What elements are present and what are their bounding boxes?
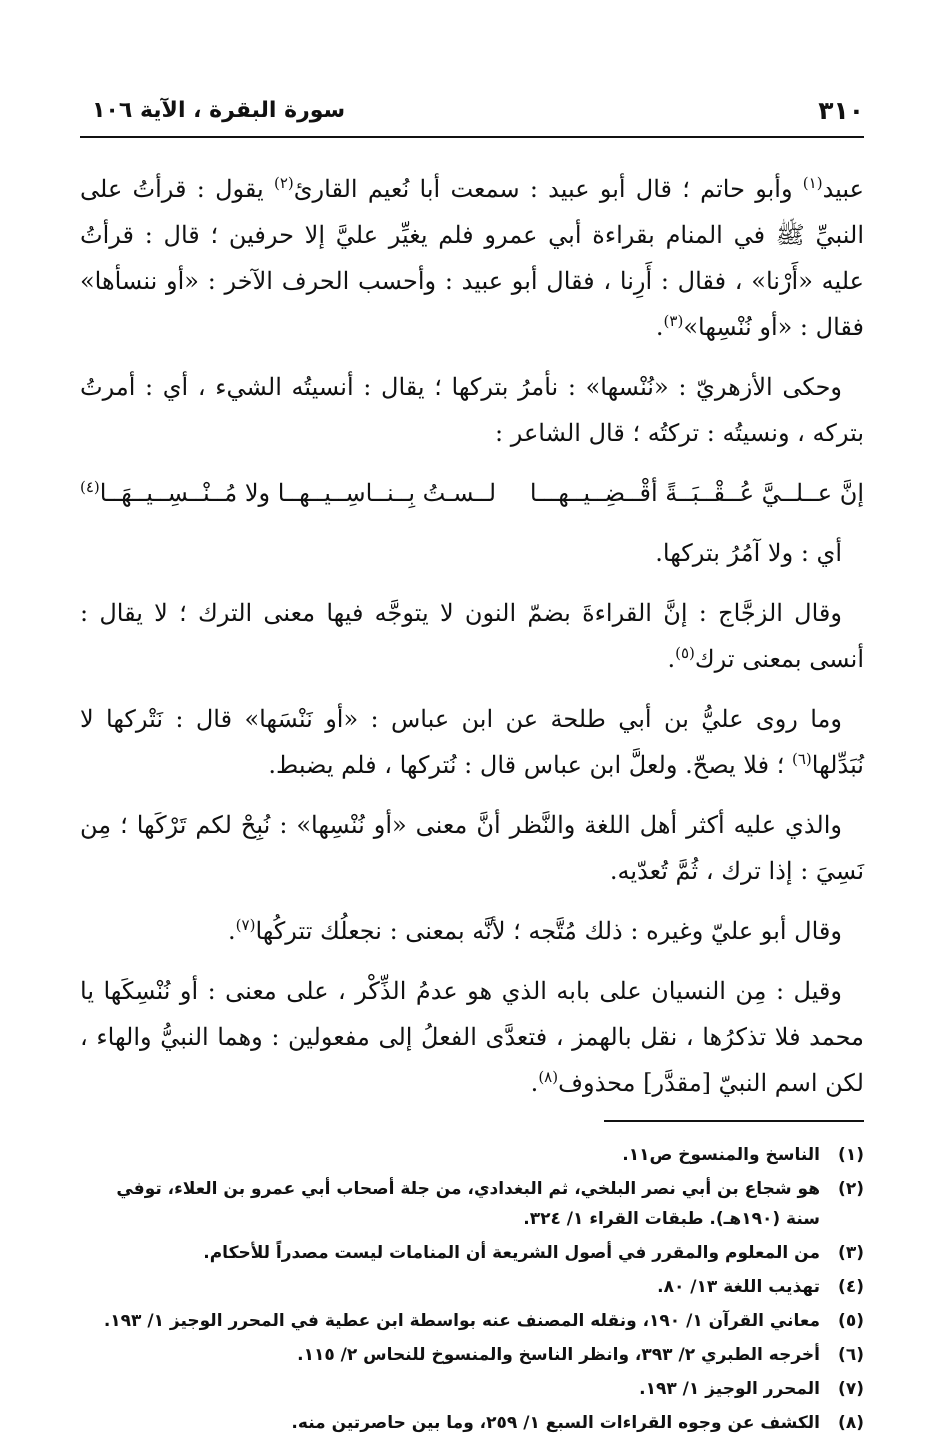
text-run: وأبو حاتم ؛ قال أبو عبيد : سمعت أبا نُعيم القارئ: [293, 175, 803, 203]
footnote-ref-6: (٦): [792, 750, 812, 768]
text-run: .: [530, 1069, 539, 1097]
paragraph-4: [80, 590, 864, 682]
text-run: وما روى عليُّ بن أبي طلحة عن ابن عباس : «أو نَنْسَها» قال : نَتْركها لا نُبَدِّلها: [80, 705, 864, 779]
footnote-text: المحرر الوجيز ١/ ١٩٣.: [639, 1379, 820, 1399]
footnote-4: [80, 1272, 864, 1302]
text-run: .: [667, 645, 676, 673]
main-text: [80, 166, 864, 1106]
footnote-text: الكشف عن وجوه القراءات السبع ١/ ٢٥٩، وما بين حاصرتين منه.: [291, 1413, 820, 1433]
paragraph-2: [80, 364, 864, 456]
footnote-number: (٧): [838, 1379, 864, 1399]
footnote-separator: [604, 1120, 864, 1122]
running-title: سورة البقرة ، الآية ١٠٦: [92, 98, 346, 123]
paragraph-5: [80, 696, 864, 788]
text-run: .: [228, 917, 236, 945]
paragraph-7: [80, 908, 864, 954]
text-run: وقيل : مِن النسيان على بابه الذي هو عدمُ الذِّكْر ، على معنى : أو نُنْسِكَها يا محمد فلا تذكرُها ، نقل بالهمز ، فتعدَّى الفعلُ إلى مفعولين : وهما النبيُّ والهاء ، لكن اسم النبيّ [مقدَّر] محذوف: [80, 977, 864, 1097]
paragraph-6: [80, 802, 864, 894]
text-run: ؛ فلا يصحّ. ولعلَّ ابن عباس قال : نُتركها ، فلم يضبط.: [268, 751, 792, 779]
header-rule: [80, 136, 864, 138]
text-run: وقال أبو عليّ وغيره : ذلك مُتَّجه ؛ لأنَّه بمعنى : نجعلُك تتركُها: [255, 917, 842, 945]
text-run: وحكى الأزهريّ : «نُنْسها» : نأمرُ بتركها ؛ يقال : أنسيتُه الشيء ، أي : أمرتُ بتركه ، ونسيتُه : تركتُه ؛ قال الشاعر :: [80, 373, 864, 447]
footnote-text: هو شجاع بن أبي نصر البلخي، ثم البغدادي، من جلة أصحاب أبي عمرو بن العلاء، توفي سنة (١٩٠هـ). طبقات القراء ١/ ٣٢٤.: [116, 1179, 820, 1229]
footnote-text: تهذيب اللغة ١٣/ ٨٠.: [657, 1277, 820, 1297]
book-page: [80, 96, 864, 1442]
footnote-number: (٣): [838, 1243, 864, 1263]
footnote-ref-7: (٧): [235, 916, 256, 934]
footnote-text: معاني القرآن ١/ ١٩٠، ونقله المصنف عنه بواسطة ابن عطية في المحرر الوجيز ١/ ١٩٣.: [103, 1311, 820, 1331]
text-run: يقول : قرأتُ على النبيِّ ﷺ في المنام بقراءة أبي عمرو فلم يغيِّر عليَّ إلا حرفين ؛ قال : قرأتُ عليه «أَرْنا» ، فقال : أَرِنا ، فقال أبو عبيد : وأحسب الحرف الآخر : «أو ننسأها» فقال : «أو نُنْسِها»: [80, 175, 864, 341]
footnote-8: [80, 1408, 864, 1438]
text-run: عبيد: [822, 175, 864, 203]
page-number: ٣١٠: [818, 96, 864, 125]
footnote-6: [80, 1340, 864, 1370]
text-run: وقال الزجَّاج : إنَّ القراءةَ بضمّ النون لا يتوجَّه فيها معنى الترك ؛ لا يقال : أنسى بمعنى ترك: [80, 599, 864, 673]
text-run: لــسـتُ بِــنــاسِــيــهــا ولا مُــنْــسِــيــهَــا: [99, 479, 497, 507]
footnote-number: (٤): [838, 1277, 864, 1297]
page-header: [80, 96, 864, 136]
footnote-3: [80, 1238, 864, 1268]
verse-first-hemistich: إنَّ عــلــيَّ عُــقْــبَــةً أقْــضِــيــهـــا: [529, 479, 864, 507]
footnote-1: [80, 1140, 864, 1170]
text-run: أي : ولا آمُرُ بتركها.: [655, 539, 842, 567]
footnote-2: [80, 1174, 864, 1234]
footnote-number: (١): [838, 1145, 864, 1165]
text-run: والذي عليه أكثر أهل اللغة والنَّظر أنَّ معنى «أو نُنْسِها» : نُبِحْ لكم تَرْكَها ؛ مِن نَسِيَ : إذا ترك ، ثُمَّ تُعدّيه.: [80, 811, 864, 885]
footnote-5: [80, 1306, 864, 1336]
footnote-ref-1: (١): [802, 174, 823, 192]
footnote-ref-5: (٥): [675, 644, 695, 662]
footnote-number: (٦): [838, 1345, 864, 1365]
footnote-ref-2: (٢): [273, 174, 294, 192]
footnote-number: (٨): [838, 1413, 864, 1433]
footnote-ref-4: (٤): [80, 478, 100, 496]
footnote-text: الناسخ والمنسوخ ص١١.: [622, 1145, 820, 1165]
footnote-text: أخرجه الطبري ٢/ ٣٩٣، وانظر الناسخ والمنسوخ للنحاس ٢/ ١١٥.: [297, 1345, 820, 1365]
footnote-ref-8: (٨): [538, 1068, 559, 1086]
footnote-ref-3: (٣): [663, 312, 684, 330]
footnotes: [80, 1140, 864, 1438]
footnote-number: (٢): [838, 1179, 864, 1199]
text-run: .: [655, 313, 664, 341]
paragraph-3: [80, 530, 864, 576]
poetry-verse: [80, 470, 864, 516]
footnote-text: من المعلوم والمقرر في أصول الشريعة أن المنامات ليست مصدراً للأحكام.: [203, 1243, 820, 1263]
paragraph-1: [80, 166, 864, 350]
paragraph-8: [80, 968, 864, 1106]
footnote-7: [80, 1374, 864, 1404]
verse-second-hemistich: [80, 470, 496, 516]
footnote-number: (٥): [838, 1311, 864, 1331]
